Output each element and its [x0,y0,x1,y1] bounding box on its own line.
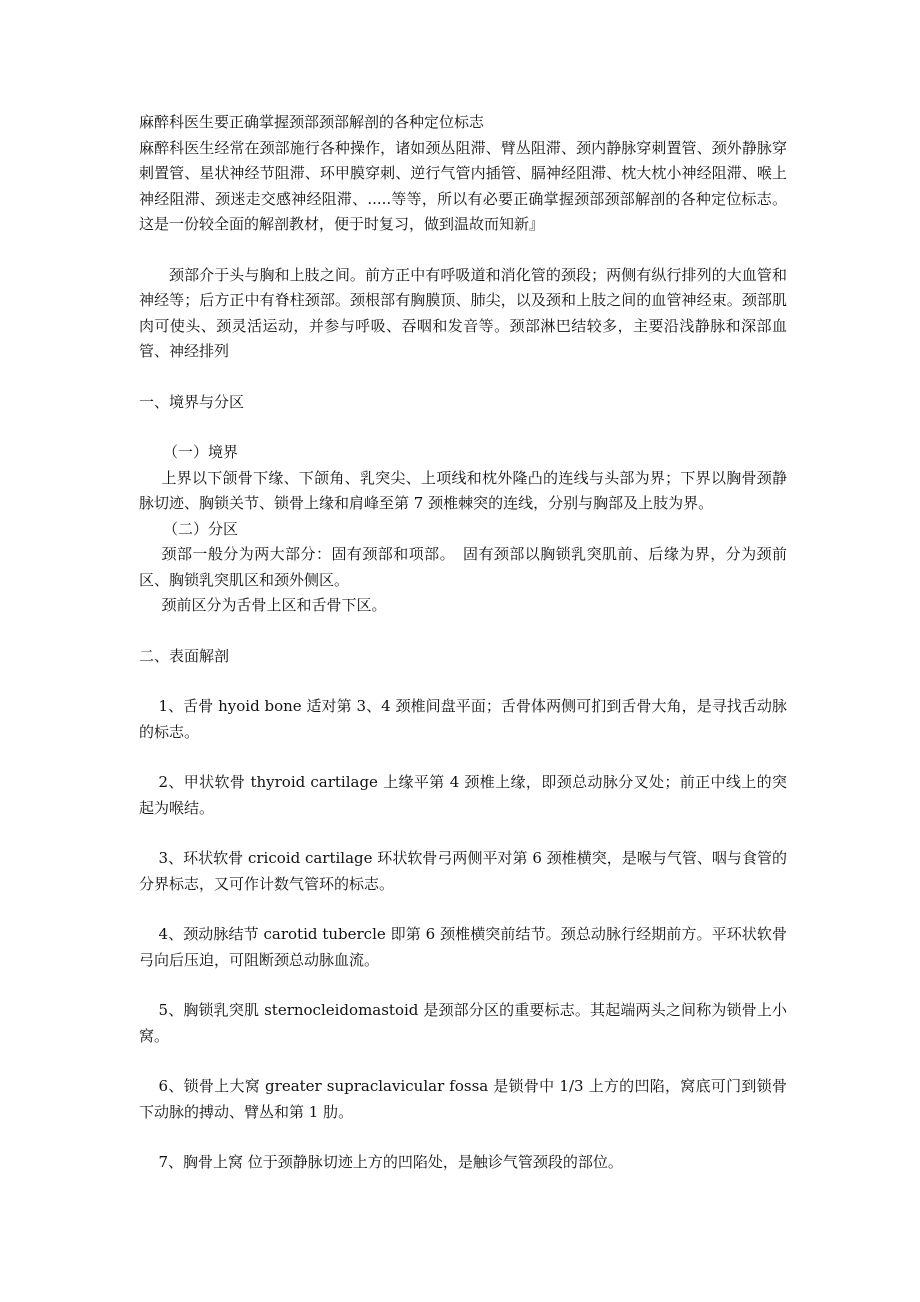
landmark-item-6: 6、锁骨上大窝 greater supraclavicular fossa 是锁骨中 1/3 上方的凹陷，窝底可门到锁骨下动脉的搏动、臂丛和第 1 肋。 [139,1077,787,1121]
spacer [139,1125,787,1150]
section1-sub2-text1: 颈部一般分为两大部分：固有颈部和项部。 固有颈部以胸锁乳突肌前、后缘为界，分为颈前区、胸锁乳突肌区和颈外侧区。 [139,545,787,589]
spacer [139,973,787,998]
section1-heading: 一、境界与分区 [139,392,245,411]
landmark-item-3: 3、环状软骨 cricoid cartilage 环状软骨弓两侧平对第 6 颈椎横突，是喉与气管、咽与食管的分界标志，又可作计数气管环的标志。 [139,849,787,893]
landmark-item-2: 2、甲状软骨 thyroid cartilage 上缘平第 4 颈椎上缘，即颈总动脉分叉处；前正中线上的突起为喉结。 [139,773,787,817]
section2-heading: 二、表面解剖 [139,646,230,665]
spacer [139,897,787,922]
section1-sub1-text: 上界以下颌骨下缘、下颌角、乳突尖、上项线和枕外隆凸的连线与头部为界；下界以胸骨颈静脉切迹、胸锁关节、锁骨上缘和肩峰至第 7 颈椎棘突的连线，分别与胸部及上肢为界。 [139,468,787,512]
section1-sub2-heading: （二）分区 [163,519,239,538]
spacer [139,619,787,644]
spacer [139,745,787,770]
document-page [139,110,787,1176]
spacer [139,821,787,846]
landmark-item-4: 4、颈动脉结节 carotid tubercle 即第 6 颈椎横突前结节。颈总动脉行经期前方。平环状软骨弓向后压迫，可阻断颈总动脉血流。 [139,925,787,969]
section1-sub2-text2: 颈前区分为舌骨上区和舌骨下区。 [161,596,387,614]
landmark-item-7: 7、胸骨上窝 位于颈静脉切迹上方的凹陷处，是触诊气管颈段的部位。 [158,1153,623,1171]
spacer [139,1049,787,1074]
document-title: 麻醉科医生要正确掌握颈部颈部解剖的各种定位标志 [139,113,485,131]
spacer [139,415,787,440]
spacer [139,669,787,694]
section1-sub1-heading: （一）境界 [163,443,239,461]
landmark-item-1: 1、舌骨 hyoid bone 适对第 3、4 颈椎间盘平面；舌骨体两侧可扪到舌骨大角，是寻找舌动脉的标志。 [139,697,787,741]
spacer [139,365,787,390]
spacer [139,238,787,263]
landmark-item-5: 5、胸锁乳突肌 sternocleidomastoid 是颈部分区的重要标志。其起端两头之间称为锁骨上小窝。 [139,1001,787,1045]
overview-paragraph: 颈部介于头与胸和上肢之间。前方正中有呼吸道和消化管的颈段；两侧有纵行排列的大血管和神经等；后方正中有脊柱颈部。颈根部有胸膜顶、肺尖，以及颈和上肢之间的血管神经束。颈部肌肉可使头、颈灵活运动，并参与呼吸、吞咽和发音等。颈部淋巴结较多，主要沿浅静脉和深部血管、神经排列 [139,265,787,360]
intro-paragraph: 麻醉科医生经常在颈部施行各种操作，诸如颈丛阻滞、臂丛阻滞、颈内静脉穿刺置管、颈外静脉穿刺置管、星状神经节阻滞、环甲膜穿刺、逆行气管内插管、膈神经阻滞、枕大枕小神经阻滞、喉上神经阻滞、颈迷走交感神经阻滞、.....等等，所以有必要正确掌握颈部颈部解剖的各种定位标志。这是一份较全面的解剖教材，便于时复习，做到温故而知新』 [139,138,787,233]
